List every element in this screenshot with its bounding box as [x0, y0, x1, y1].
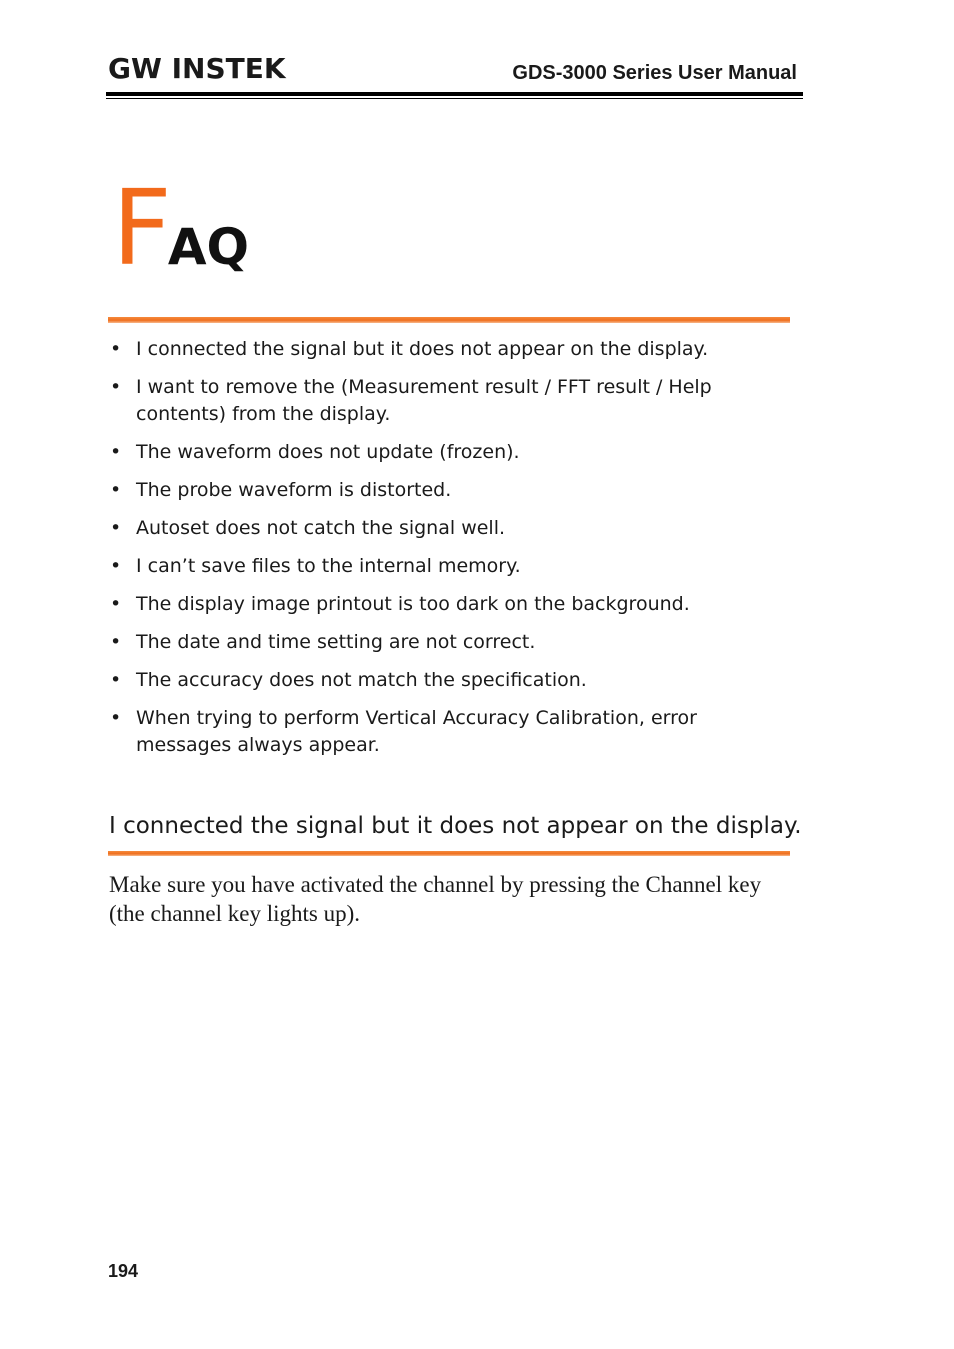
- faq-list-item: [108, 553, 798, 580]
- section-body: Make sure you have activated the channel by pressing the Channel key (the channel key lights up).: [109, 872, 762, 926]
- header-rule-thin: [106, 98, 803, 99]
- page-number: 194: [108, 1261, 139, 1281]
- chapter-divider: [108, 317, 790, 323]
- chapter-title-rest: AQ: [167, 218, 250, 276]
- chapter-title: [112, 167, 250, 289]
- faq-list-item: [108, 667, 798, 694]
- faq-item-text: Autoset does not catch the signal well.: [136, 517, 506, 539]
- faq-item-text: I connected the signal but it does not appear on the display.: [136, 338, 709, 360]
- faq-list-item: [108, 336, 798, 363]
- faq-list-item: [108, 705, 798, 759]
- bullet-icon: •: [110, 631, 122, 653]
- faq-item-text: I can’t save files to the internal memory.: [136, 555, 521, 577]
- bullet-icon: •: [110, 441, 122, 463]
- faq-item-text: When trying to perform Vertical Accuracy Calibration, error messages always appear.: [136, 707, 697, 756]
- bullet-icon: •: [110, 555, 122, 577]
- chapter-title-initial: F: [112, 167, 172, 289]
- faq-item-text: The accuracy does not match the specification.: [136, 669, 587, 691]
- faq-list-item: [108, 439, 798, 466]
- faq-list-item: [108, 629, 798, 656]
- gw-instek-logo: GW INSTEK: [108, 52, 286, 85]
- bullet-icon: •: [110, 517, 122, 539]
- faq-item-text: The display image printout is too dark on the background.: [136, 593, 690, 615]
- bullet-icon: •: [110, 376, 122, 398]
- section-divider: [108, 851, 790, 856]
- bullet-icon: •: [110, 593, 122, 615]
- bullet-icon: •: [110, 479, 122, 501]
- bullet-icon: •: [110, 669, 122, 691]
- faq-item-text: The waveform does not update (frozen).: [136, 441, 520, 463]
- section-heading: I connected the signal but it does not appear on the display.: [109, 813, 802, 839]
- bullet-icon: •: [110, 338, 122, 360]
- faq-list: [108, 336, 798, 770]
- faq-item-text: The date and time setting are not correct.: [136, 631, 536, 653]
- faq-item-text: The probe waveform is distorted.: [136, 479, 452, 501]
- faq-list-item: [108, 591, 798, 618]
- header-rule-thick: [106, 92, 803, 96]
- manual-title: GDS-3000 Series User Manual: [512, 62, 797, 84]
- faq-list-item: [108, 374, 798, 428]
- faq-item-text: I want to remove the (Measurement result / FFT result / Help contents) from the display.: [136, 376, 712, 425]
- bullet-icon: •: [110, 707, 122, 729]
- faq-list-item: [108, 515, 798, 542]
- faq-list-item: [108, 477, 798, 504]
